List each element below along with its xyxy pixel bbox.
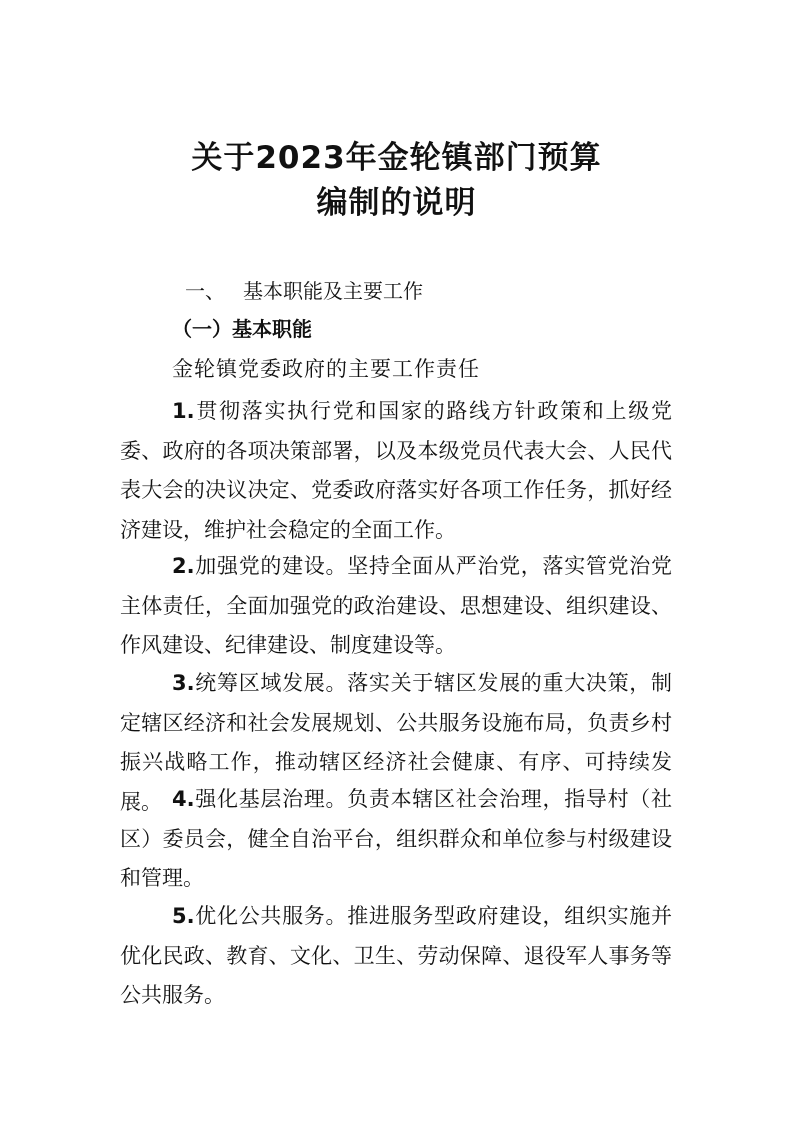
- duty-item-number: 3.: [172, 671, 195, 695]
- document-title-line-1: 关于2023年金轮镇部门预算: [191, 140, 602, 176]
- duty-item-number: 5.: [172, 904, 195, 928]
- lead-paragraph: 金轮镇党委政府的主要工作责任: [172, 357, 480, 381]
- duty-item-text: 贯彻落实执行党和国家的路线方针政策和上级党委、政府的各项决策部署，以及本级党员代表大会、人民代表大会的决议决定、党委政府落实好各项工作任务，抓好经济建设，维护社会稳定的全面工作。: [120, 399, 672, 542]
- duty-item-4: [120, 780, 672, 899]
- duty-item-number: 1.: [172, 399, 195, 423]
- duty-item-text: 强化基层治理。负责本辖区社会治理，指导村（社区）委员会，健全自治平台，组织群众和单位参与村级建设和管理。: [120, 787, 672, 890]
- subsection-heading: （一）基本职能: [172, 317, 312, 341]
- duty-item-2: [120, 547, 672, 666]
- duty-item-text: 优化公共服务。推进服务型政府建设，组织实施并优化民政、教育、文化、卫生、劳动保障、退役军人事务等公共服务。: [120, 904, 672, 1007]
- duty-item-text: 统筹区域发展。落实关于辖区发展的重大决策，制定辖区经济和社会发展规划、公共服务设施布局，负责乡村振兴战略工作，推动辖区经济社会健康、有序、可持续发展。: [120, 671, 672, 814]
- section-label: 基本职能及主要工作: [243, 279, 423, 303]
- duty-item-1: [120, 392, 672, 550]
- duty-item-text: 加强党的建设。坚持全面从严治党，落实管党治党主体责任，全面加强党的政治建设、思想建设、组织建设、作风建设、纪律建设、制度建设等。: [120, 554, 672, 657]
- document-title-line-2: 编制的说明: [316, 185, 477, 221]
- duty-item-number: 4.: [172, 787, 195, 811]
- duty-item-number: 2.: [172, 554, 195, 578]
- section-heading: [185, 276, 423, 306]
- duty-item-5: [120, 897, 672, 1016]
- section-number: 一、: [185, 279, 225, 303]
